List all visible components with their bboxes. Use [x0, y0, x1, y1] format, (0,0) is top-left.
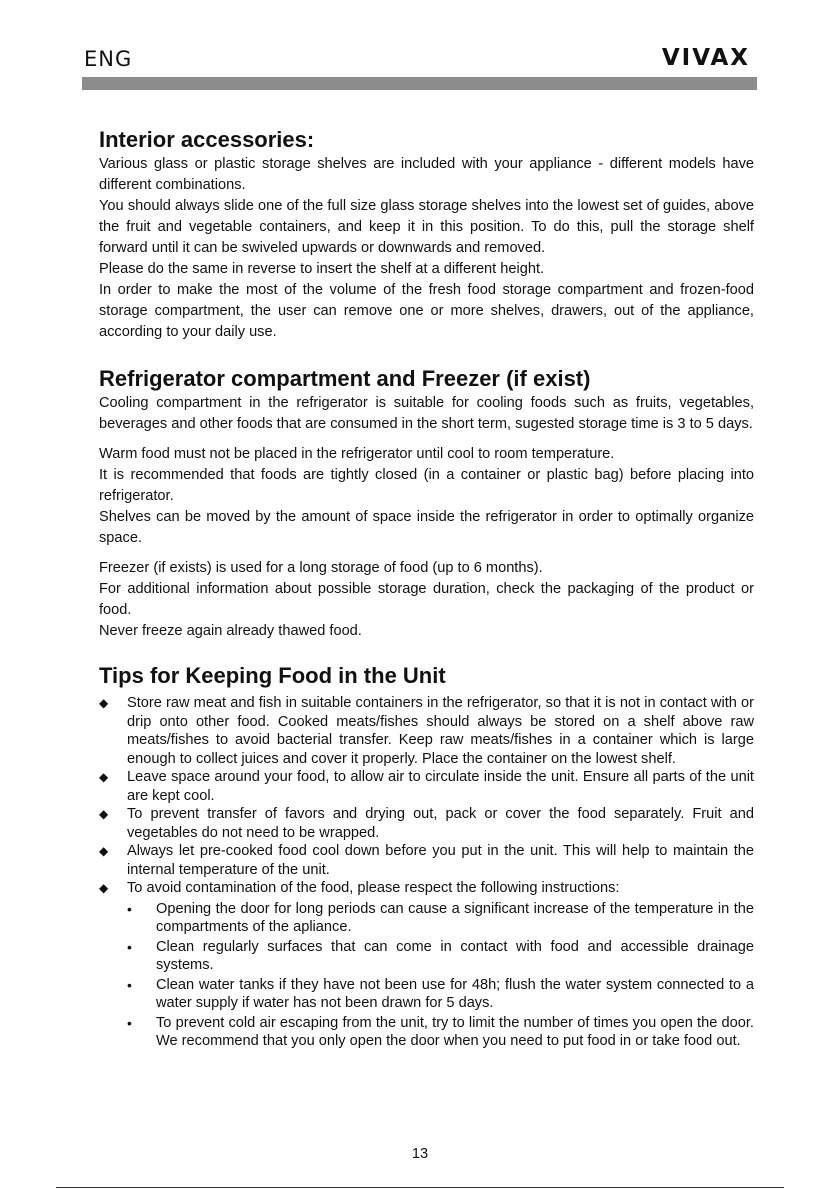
paragraph: Warm food must not be placed in the refrigerator until cool to room temperature. — [99, 446, 615, 462]
tip-item — [99, 805, 754, 842]
tip-text: Always let pre-cooked food cool down before you put in the unit. This will help to maintain the internal temperature of the unit. — [127, 843, 754, 878]
tip-item — [99, 694, 754, 768]
footer-divider — [56, 1187, 784, 1188]
section-title: Interior accessories: — [99, 127, 315, 152]
subtip-text: Clean regularly surfaces that can come in contact with food and accessible drainage systems. — [156, 938, 754, 973]
paragraph: In order to make the most of the volume of the fresh food storage compartment and frozen-food storage compartment, the user can remove one or more shelves, drawers, out of the appliance, according to your daily use. — [99, 282, 754, 340]
page-content — [99, 126, 754, 1052]
round-bullet-icon: • — [127, 976, 132, 993]
paragraph: Shelves can be moved by the amount of space inside the refrigerator in order to optimally organize space. — [99, 509, 754, 546]
section-tips — [99, 662, 754, 1051]
paragraph: Freezer (if exists) is used for a long storage of food (up to 6 months). — [99, 560, 543, 576]
round-bullet-icon: • — [127, 938, 132, 955]
section-title: Refrigerator compartment and Freezer (if exist) — [99, 366, 591, 391]
page-number: 13 — [411, 1146, 429, 1162]
diamond-bullet-icon: ◆ — [99, 807, 109, 821]
diamond-bullet-icon: ◆ — [99, 770, 109, 784]
brand-logo: VIVAX — [661, 45, 750, 71]
subtip-item — [127, 1014, 754, 1051]
subtip-text: Clean water tanks if they have not been use for 48h; flush the water system connected to a water supply if water has not been drawn for 5 days. — [156, 976, 754, 1011]
section-title: Tips for Keeping Food in the Unit — [99, 663, 446, 688]
paragraph: Cooling compartment in the refrigerator is suitable for cooling foods such as fruits, vegetables, beverages and other foods that are consumed in the short term, sugested storage time is 3 to 5 days. — [99, 395, 754, 432]
subtip-item — [127, 938, 754, 975]
header-divider-bar — [82, 77, 757, 90]
round-bullet-icon: • — [127, 900, 132, 917]
language-label: ENG — [84, 47, 133, 71]
tip-item — [99, 879, 754, 1051]
tip-item — [99, 842, 754, 879]
paragraph: It is recommended that foods are tightly closed (in a container or plastic bag) before placing into refrigerator. — [99, 467, 754, 504]
paragraph: Never freeze again already thawed food. — [99, 623, 362, 639]
subtips-list — [127, 900, 754, 1051]
diamond-bullet-icon: ◆ — [99, 844, 109, 858]
subtip-item — [127, 900, 754, 937]
tip-text: Leave space around your food, to allow air to circulate inside the unit. Ensure all parts of the unit are kept cool. — [127, 769, 754, 804]
tip-text: Store raw meat and fish in suitable containers in the refrigerator, so that it is not in contact with or drip onto other food. Cooked meats/fishes should always be stored on a shelf above raw meats/fishes to avoid bacterial transfer. Keep raw meats/fishes in a container which is large enough to collect juices and cover it properly. Place the container on the lowest shelf. — [127, 695, 754, 767]
subtip-text: To prevent cold air escaping from the unit, try to limit the number of times you open the door. We recommend that you only open the door when you need to put food in or take food out. — [156, 1014, 754, 1049]
section-interior-accessories — [99, 126, 754, 343]
paragraph: You should always slide one of the full size glass storage shelves into the lowest set of guides, above the fruit and vegetable containers, and keep it in this position. To do this, pull the storage shelf forward until it can be swiveled upwards or downwards and removed. — [99, 198, 754, 256]
subtip-item — [127, 976, 754, 1013]
section-refrigerator-freezer — [99, 365, 754, 642]
tip-item — [99, 768, 754, 805]
tip-text: To prevent transfer of favors and drying out, pack or cover the food separately. Fruit and vegetables do not need to be wrapped. — [127, 806, 754, 841]
tips-list — [99, 694, 754, 1051]
diamond-bullet-icon: ◆ — [99, 881, 109, 895]
paragraph: Please do the same in reverse to insert the shelf at a different height. — [99, 261, 545, 277]
paragraph: Various glass or plastic storage shelves are included with your appliance - different models have different combinations. — [99, 156, 754, 193]
paragraph: For additional information about possible storage duration, check the packaging of the product or food. — [99, 581, 754, 618]
tip-text: To avoid contamination of the food, please respect the following instructions: — [127, 880, 620, 896]
diamond-bullet-icon: ◆ — [99, 696, 109, 710]
subtip-text: Opening the door for long periods can cause a significant increase of the temperature in the compartments of the apliance. — [156, 900, 754, 935]
round-bullet-icon: • — [127, 1014, 132, 1031]
